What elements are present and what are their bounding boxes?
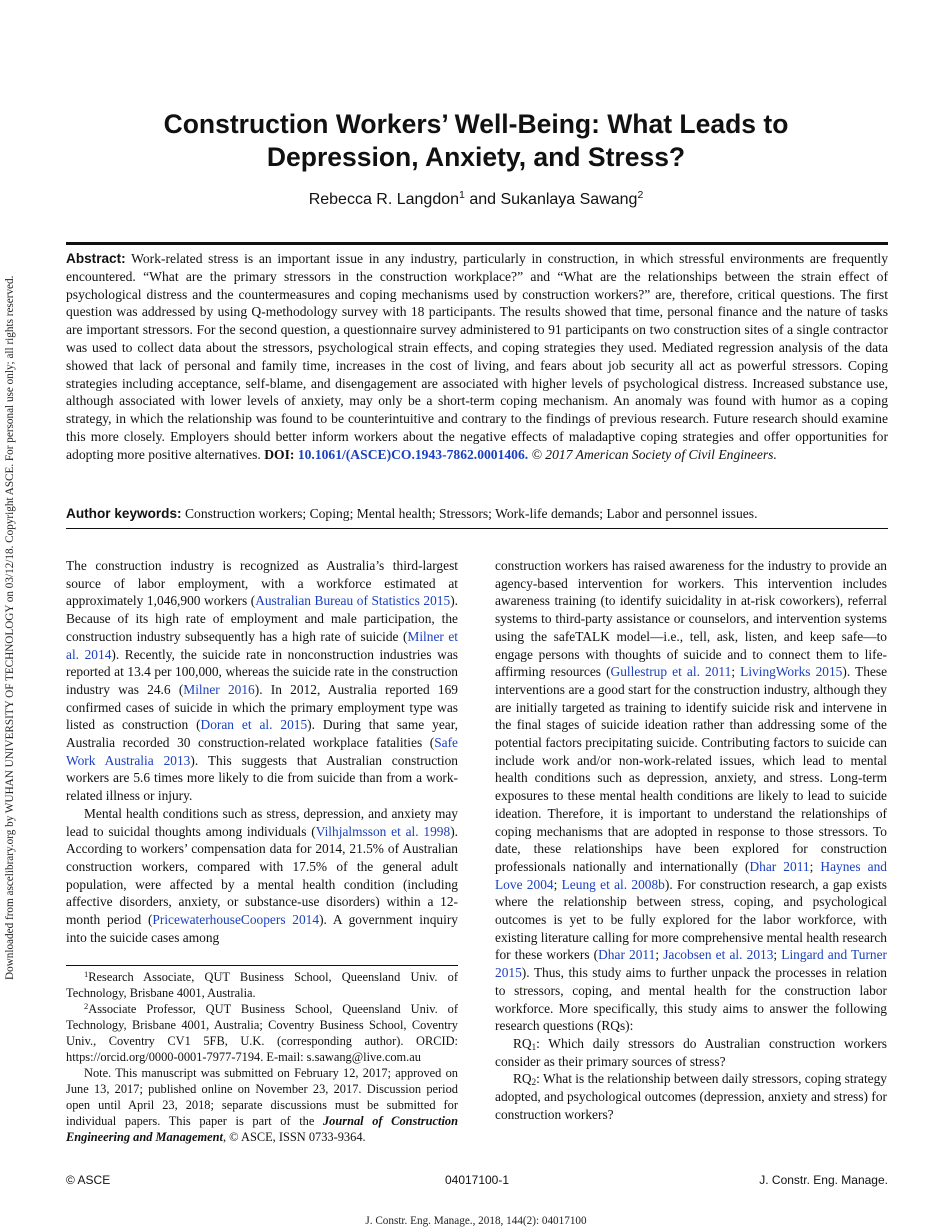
footer-journal: J. Constr. Eng. Manage. [759,1173,888,1187]
citation-link[interactable]: Haynes and Love 2004 [495,858,888,892]
abstract-label: Abstract: [66,251,126,266]
abstract-copyright: © 2017 American Society of Civil Engineers. [531,446,777,462]
note-text: , © ASCE, ISSN 0733-9364. [222,1130,366,1144]
citation-link[interactable]: Leung et al. 2008b [561,876,665,892]
download-notice-text: Downloaded from ascelibrary.org by WUHAN UNIVERSITY OF TECHNOLOGY on 03/12/18. Copyright ASCE. For personal use only; all rights reserved. [4,275,16,980]
note-text: Note. This manuscript was submitted on February 12, 2017; approved on June 13, 2017; published online on November 23, 2017. Discussion period open until April 23, 2018; separate discussions must be submitted for individual papers. This paper is part of the [66,1066,458,1128]
abstract-top-rule [66,242,888,245]
footnote-marker: 2 [84,1001,89,1011]
author-2: Sukanlaya Sawang [500,191,638,208]
citation-link[interactable]: Doran et al. 2015 [200,717,308,733]
citation-link[interactable]: Jacobsen et al. 2013 [663,947,774,963]
citation-link[interactable]: PricewaterhouseCoopers 2014 [152,912,320,928]
abstract-text: Work-related stress is an important issue in any industry, particularly in construction, in which stressful environments are frequently encountered. “What are the primary stressors in the construction workplace?” and “What are the relationships between the strain effect of psychological distress and the countermeasures and coping mechanisms used by construction workers?” are, therefore, critical questions. The first question was addressed by using Q-methodology survey with 18 participants. The results showed that time, personal finance and the nature of tasks are important stressors. For the second question, a questionnaire survey administered to 91 participants on two construction sites of a single contractor was used to collect data about the stressors, psychological strain effects, and coping strategies they used. Mediated regression analysis of the data showed that lack of personal and family time, increases in the cost of living, and fears about job security all act as powerful stressors. Coping strategies including acceptance, self-blame, and disengagement are associated with higher levels of psychological distress. Increased substance use, although associated with lower levels of anxiety, may only be a short-term coping mechanism. An anomaly was found with humor as a coping strategy, in which the relationship was found to be counterintuitive and contrary to the findings of previous research. Future research should examine this more closely. Employers should better inform workers about the negative effects of maladaptive coping strategies and offer opportunities for adopting more positive alternatives. [66,251,888,462]
research-question-1 [495,1035,887,1070]
text-run: The construction industry is recognized as Australia’s third-largest source of labor employment, with a workforce estimated at approximately 1,046,900 workers ( [66,558,458,609]
text-run: ; [809,858,821,874]
author-1-affiliation-marker: 1 [459,189,465,201]
footnote-rule [66,965,458,966]
citation-link[interactable]: Milner 2016 [183,681,255,697]
footnote-text: Research Associate, QUT Business School, Queensland Univ. of Technology, Brisbane 4001, Australia. [66,970,458,1000]
text-run: ; [553,876,562,892]
doi-label: DOI: [264,446,295,462]
citation-link[interactable]: Milner et al. 2014 [66,628,458,662]
footer-page-id: 04017100-1 [444,1173,510,1187]
author-2-affiliation-marker: 2 [637,189,644,201]
text-run: ). For construction research, a gap exists where the relationship between stress, coping, and psychological outcomes is yet to be fully explored for the labor workforce, with existing literature calling for more comprehensive mental health research for these workers ( [495,876,887,963]
footnote-marker: 1 [84,969,89,979]
text-run: ). In 2012, Australia reported 169 confirmed cases of suicide in which the primary employment type was listed as construction ( [66,681,459,733]
bottom-citation: J. Constr. Eng. Manage., 2018, 144(2): 04017100 [365,1215,587,1227]
text-run: ). A government inquiry into the suicide cases among [66,912,458,945]
rq-number: 1 [531,1041,537,1052]
intro-paragraph-1 [66,557,458,805]
text-run: ). During that same year, Australia recorded 30 construction-related workplace fatalities ( [66,717,458,751]
right-column [495,557,887,1124]
rq-label: RQ [513,1035,532,1051]
research-question-2 [495,1070,887,1123]
rq-text: : What is the relationship between daily stressors, coping strategy adopted, and psychological outcomes (depression, anxiety and stress) for construction workers? [495,1071,887,1122]
author-list [66,189,886,211]
rq-label: RQ [513,1071,532,1087]
rq-number: 2 [531,1077,537,1088]
article-title [66,108,886,174]
citation-link[interactable]: Gullestrup et al. 2011 [610,664,732,680]
citation-link[interactable]: Vilhjalmsson et al. 1998 [315,823,451,839]
author-1: Rebecca R. Langdon [308,191,460,208]
text-run: ). Recently, the suicide rate in nonconstruction industries was reported at 13.4 per 100,000, whereas the suicide rate in the construction industry was 24.6 ( [66,646,458,697]
keywords-text: Construction workers; Coping; Mental health; Stressors; Work-life demands; Labor and personnel issues. [184,506,758,521]
footer-publisher: © ASCE [66,1173,111,1187]
intro-paragraph-2 [66,805,458,947]
page-footer [66,1173,888,1189]
author-conjunction: and [469,191,497,208]
text-run: ; [773,947,782,963]
text-run: ; [731,664,741,680]
text-run: ). These interventions are a good start for the construction industry, although they are initially targeted as training to identify suicide risk and intervene in the final stages of suicide ideation rather than addressing some of the potential factors precipitating suicide. Contributing factors to suicide can include work and/or non-work-related issues, which lead to mental health conditions such as depression, anxiety, and stress. Long-term exposures to these mental health conditions are likely to lead to suicide ideation. Therefore, it is important to understand the relationships of coping mechanisms that are adopted in response to those stressors. To date, these relationships have been explored for construction professionals nationally and internationally ( [495,664,888,874]
citation-link[interactable]: Australian Bureau of Statistics 2015 [255,593,451,609]
text-run: construction workers has raised awareness for the industry to provide an agency-based intervention for workers. This intervention includes awareness training (to identify suicidality in at-risk coworkers), referral systems to third-party assistance or counselors, and intervention systems using the safeTALK model—i.e., tell, ask, listen, and keep safe—to engage persons with thoughts of suicide and to connect them to life-affirming resources ( [495,558,887,680]
text-run: ). Because of its high rate of employment and male participation, the construction industry subsequently has a high rate of suicide ( [66,593,458,644]
citation-link[interactable]: Dhar 2011 [749,858,810,874]
download-notice [3,20,17,980]
title-line-2: Depression, Anxiety, and Stress? [266,142,686,172]
citation-link[interactable]: Dhar 2011 [598,947,656,963]
citation-link[interactable]: LivingWorks 2015 [740,664,843,680]
text-run: ). This suggests that Australian construction workers are 5.6 times more likely to die from suicide than from a work-related illness or injury. [66,752,458,804]
abstract [66,250,888,464]
journal-name: Journal of Construction Engineering and Management [66,1114,458,1144]
intro-paragraph-3 [495,557,887,1035]
keywords-label: Author keywords: [66,506,182,521]
text-run: ; [655,947,664,963]
keywords-bottom-rule [66,528,888,529]
left-column [66,557,458,946]
footnote-text: Associate Professor, QUT Business School, Queensland Univ. of Technology, Brisbane 4001, Australia; Coventry Business School, Coventry Univ., Coventry CV1 5FB, U.K. (corresponding author). ORCID: https://orcid.org/0000-0001-7977-7194. E-mail: s.sawang@live.com.au [66,1002,458,1064]
citation-link[interactable]: Lingard and Turner 2015 [495,947,887,981]
footnote-1 [66,969,458,1001]
footnote-2 [66,1001,458,1065]
text-run: Mental health conditions such as stress, depression, and anxiety may lead to suicidal thoughts among individuals ( [66,805,458,839]
text-run: ). Thus, this study aims to further unpack the processes in relation to stressors, coping, and mental health for the construction labor workforce. More specifically, this study aims to answer the following research questions (RQs): [495,965,887,1034]
submission-note [66,1065,458,1145]
title-line-1: Construction Workers’ Well-Being: What Leads to [163,109,789,139]
footnotes [66,969,458,1145]
citation-link[interactable]: Safe Work Australia 2013 [66,735,458,768]
doi-link[interactable]: 10.1061/(ASCE)CO.1943-7862.0001406. [297,446,529,462]
text-run: ). According to workers’ compensation data for 2014, 21.5% of Australian construction workers, compared with 17.5% of the general adult population, were affected by a mental health condition (including affective disorders, anxiety, or substance-use disorders) within a 12-month period ( [66,823,458,928]
author-keywords [66,505,888,523]
rq-text: : Which daily stressors do Australian construction workers consider as their primary sources of stress? [495,1035,887,1069]
